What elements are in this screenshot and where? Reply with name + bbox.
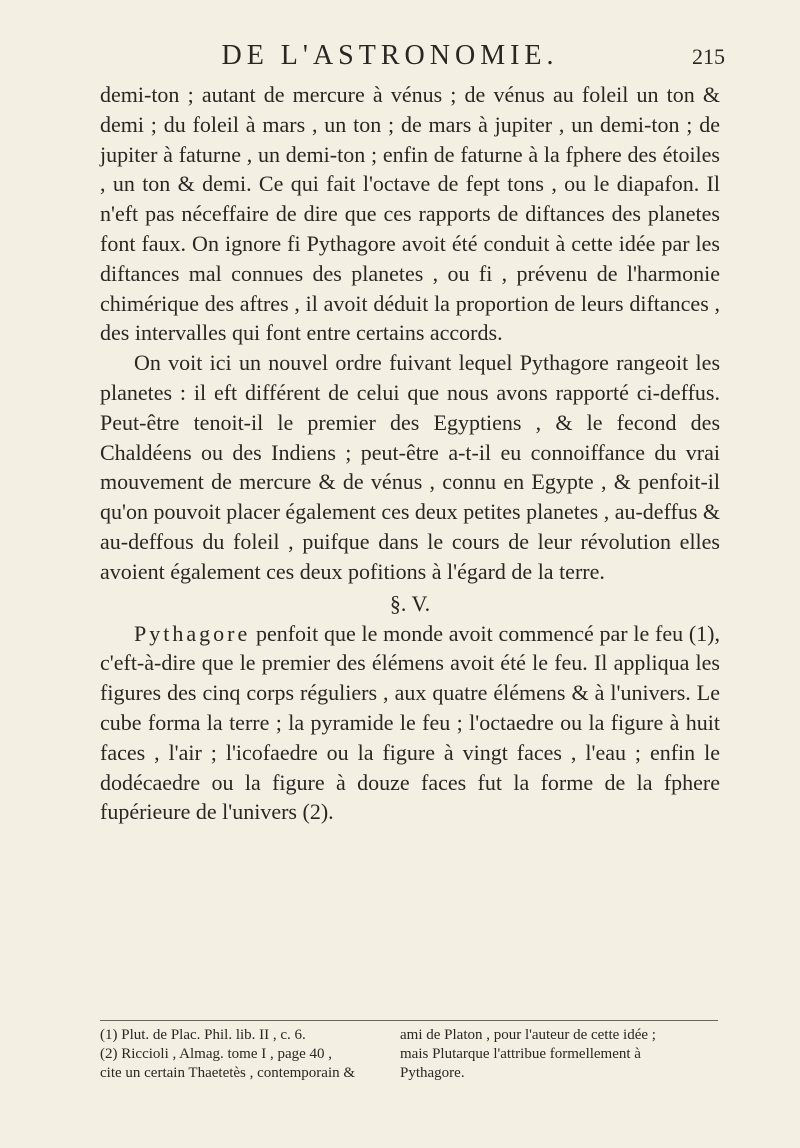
paragraph-2: On voit ici un nouvel ordre fuivant lequel Pythagore rangeoit les planetes : il eft différent de celui que nous avons rapporté ci-deffus. Peut-être tenoit-il le premier des Egyptiens , & le fecond des Chaldéens ou des Indiens ; peut-être a-t-il eu connoiffance du vrai mouvement de mercure & de vénus , connu en Egypte , & penfoit-il qu'on pouvoit placer également ces deux petites planetes , au-deffus & au-deffous du foleil , puifque dans le cours de leur révolution elles avoient également ces deux pofitions à l'égard de la terre.: [100, 350, 720, 584]
footnote-line: Pythagore.: [400, 1065, 465, 1081]
paragraph-lead-word: Pythagore: [134, 620, 251, 646]
paragraph-1: demi-ton ; autant de mercure à vénus ; de vénus au foleil un ton & demi ; du foleil à mars , un ton ; de mars à jupiter , un demi-ton ; de jupiter à faturne , un demi-ton ; enfin de faturne à la fphere des étoiles , un ton & demi. Ce qui fait l'octave de fept tons , ou le diapafon. Il n'eft pas néceffaire de dire que ces rapports de diftances des planetes font faux. On ignore fi Pythagore avoit été conduit à cette idée par les diftances mal connues des planetes , ou fi , prévenu de l'harmonie chimérique des aftres , il avoit déduit la proportion de leurs diftances , des intervalles qui font entre certains accords.: [100, 82, 720, 346]
footnote-line: cite un certain Thaetetès , contemporain &: [100, 1065, 356, 1081]
main-text: [100, 80, 720, 827]
footnote-line: (1) Plut. de Plac. Phil. lib. II , c. 6.: [100, 1027, 306, 1043]
footnote-line: (2) Riccioli , Almag. tome I , page 40 ,: [100, 1046, 333, 1062]
footnote-line: ami de Platon , pour l'auteur de cette idée ;: [400, 1027, 656, 1043]
page-number: 215: [692, 44, 725, 69]
section-heading: §. V.: [389, 590, 431, 616]
footnote-rule: [100, 1020, 718, 1021]
paragraph-3: [100, 619, 720, 828]
running-head: DE L'ASTRONOMIE.: [221, 40, 559, 71]
paragraph-3-text: penfoit que le monde avoit commencé par le feu (1), c'eft-à-dire que le premier des élémens avoit été le feu. Il appliqua les figures des cinq corps réguliers , aux quatre élémens & à l'univers. Le cube forma la terre ; la pyramide le feu ; l'octaedre ou la figure à huit faces , l'air ; l'icofaedre ou la figure à vingt faces , l'eau ; enfin le dodécaedre ou la figure à douze faces fut la forme de la fphere fupérieure de l'univers (2).: [100, 620, 720, 825]
footnote-line: mais Plutarque l'attribue formellement à: [400, 1046, 641, 1062]
footnotes: [100, 1026, 720, 1083]
